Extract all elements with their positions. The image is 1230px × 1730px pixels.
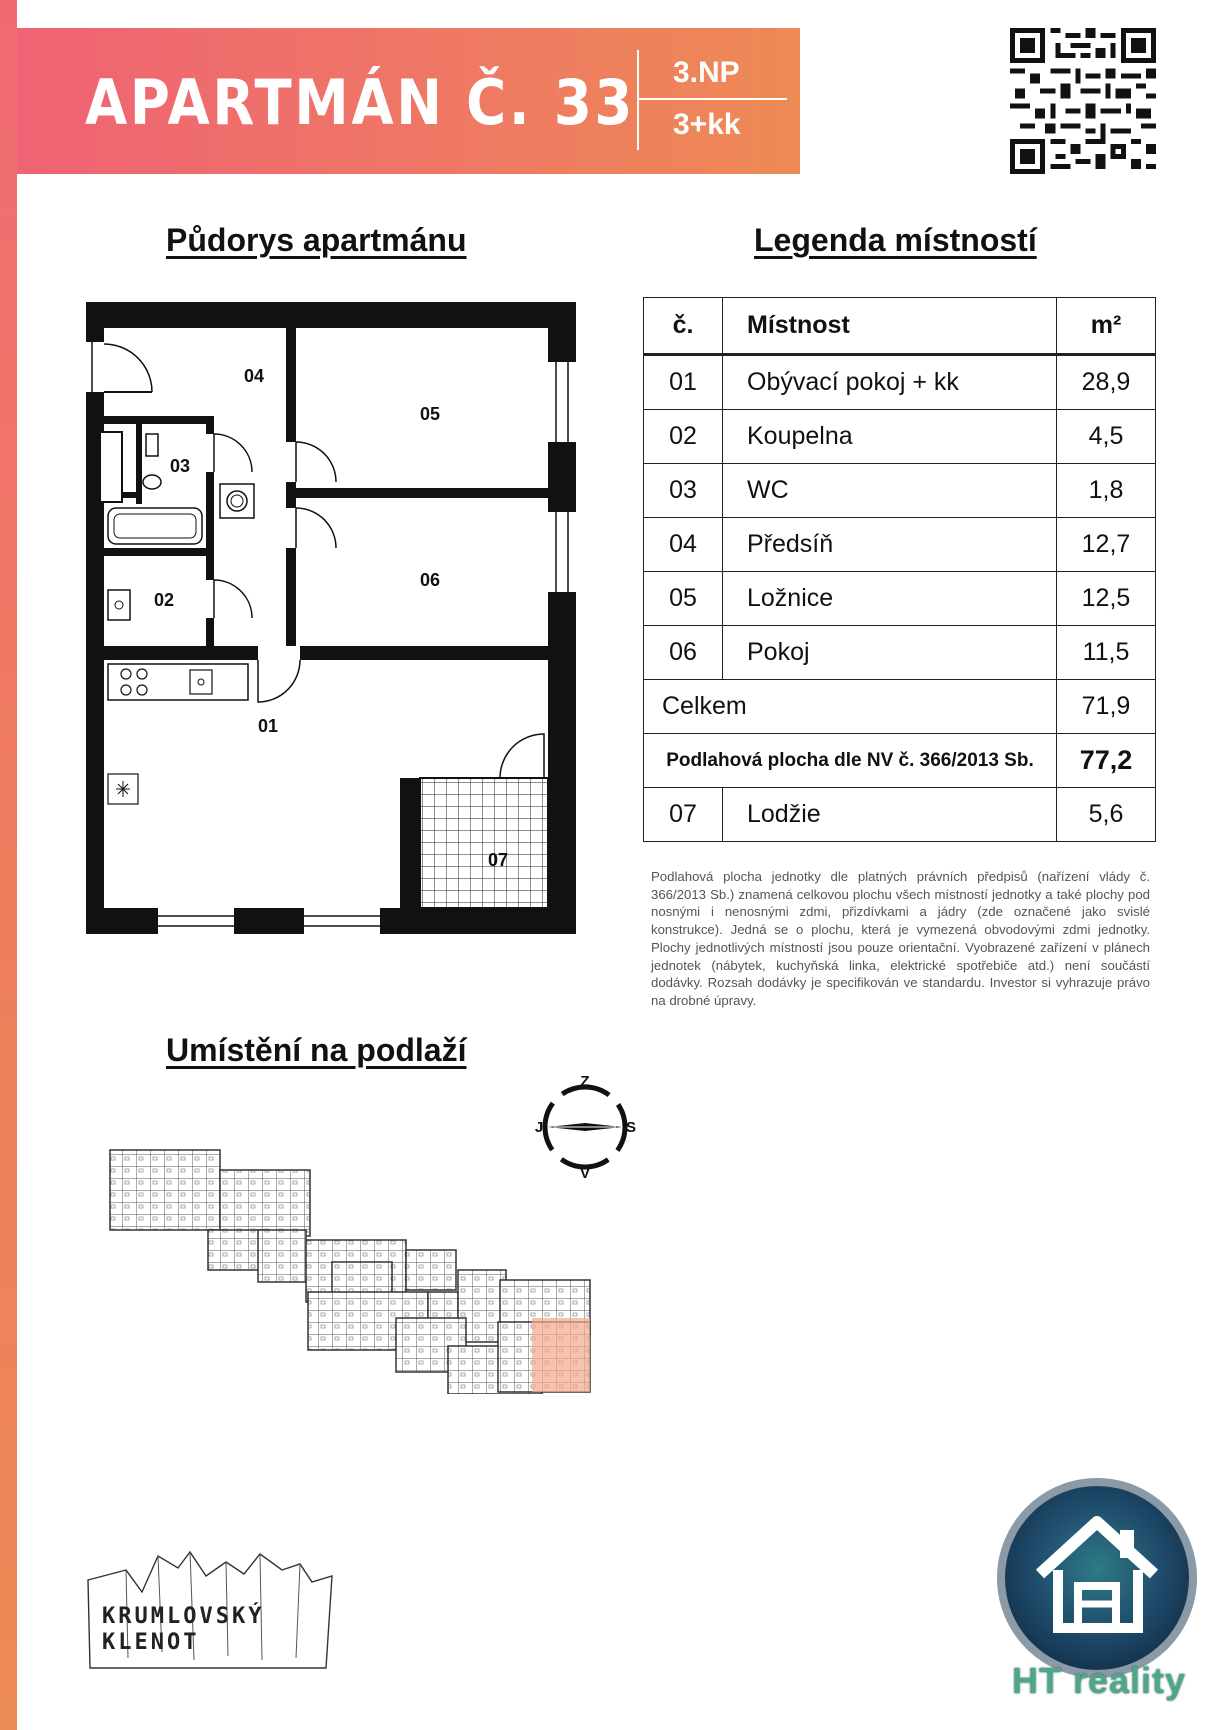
room-legend-table [643,297,1156,842]
room-number: 06 [644,626,723,680]
compass-north: Z [580,1073,590,1090]
table-header-row [644,298,1156,355]
room-name: Předsíň [723,518,1057,572]
room-area: 28,9 [1057,355,1156,410]
floor-area-label: Podlahová plocha dle NV č. 366/2013 Sb. [644,734,1057,788]
total-label: Celkem [644,680,1057,734]
ht-reality-logo [992,1478,1202,1688]
table-row [644,572,1156,626]
room-area: 1,8 [1057,464,1156,518]
floorplan-heading: Půdorys apartmánu [166,222,467,258]
apartment-highlight [532,1318,590,1392]
room-label-05: 05 [420,404,441,424]
room-name: WC [723,464,1057,518]
table-row [644,464,1156,518]
table-row [644,626,1156,680]
compass-east: S [625,1119,637,1136]
brand-name-line1: KRUMLOVSKÝ [102,1604,265,1629]
room-label-07: 07 [488,850,509,870]
room-area: 4,5 [1057,410,1156,464]
legal-note: Podlahová plocha jednotky dle platných právních předpisů (nařízení vlády č. 366/2013 Sb.) znamená celkovou plochu všech místností jednotky a také plochy pod nosnými i nenosnými zdmi, přizdívkami a jádry (zde označené jako svislé konstrukce). Jedná se o plochu, která je vymezená obvodovými zdmi jednotky. Plochy jednotlivých místností jsou pouze orientační. Vyobrazené zařízení v plánech jednotek (nábytek, kuchyňská linka, elektrické spotřebiče atd.) není součástí dodávky. Rozsah dodávky je specifikován ve standardu. Investor si vyhrazuje právo na drobné úpravy. [651,869,1150,1008]
layout-label: 3+kk [673,108,741,141]
compass-south: V [579,1165,591,1182]
room-name: Pokoj [723,626,1057,680]
location-heading: Umístění na podlaží [166,1032,467,1068]
banner-divider-horizontal [637,98,787,100]
room-name: Ložnice [723,572,1057,626]
table-row [644,518,1156,572]
floor-area-value: 77,2 [1057,734,1156,788]
room-number: 04 [644,518,723,572]
brand-name-line2: KLENOT [102,1630,200,1655]
title-banner [17,28,800,174]
room-label-06: 06 [420,570,441,590]
room-area: 5,6 [1057,788,1156,842]
loggia-row [644,788,1156,842]
room-number: 05 [644,572,723,626]
room-area: 11,5 [1057,626,1156,680]
apartment-title: APARTMÁN Č. 33 [85,66,636,139]
room-number: 02 [644,410,723,464]
column-header-number: č. [644,298,723,355]
room-number: 07 [644,788,723,842]
qr-code-icon[interactable] [1010,28,1156,174]
column-header-area: m² [1057,298,1156,355]
room-label-03: 03 [170,456,191,476]
room-label-01: 01 [258,716,279,736]
room-label-04: 04 [244,366,265,386]
table-row [644,410,1156,464]
compass-west: J [534,1119,544,1136]
room-name: Lodžie [723,788,1057,842]
side-accent-strip [0,0,17,1730]
table-row [644,355,1156,410]
floor-label: 3.NP [673,56,740,89]
total-row [644,680,1156,734]
agency-name: HT reality [1012,1660,1187,1701]
room-area: 12,5 [1057,572,1156,626]
room-label-02: 02 [154,590,175,610]
legend-heading: Legenda místností [754,222,1037,258]
building-floor-location-plan [108,1142,594,1394]
room-name: Koupelna [723,410,1057,464]
banner-divider-vertical [637,50,639,150]
floor-area-row [644,734,1156,788]
column-header-room: Místnost [723,298,1057,355]
room-area: 12,7 [1057,518,1156,572]
apartment-floorplan [86,302,578,936]
room-number: 03 [644,464,723,518]
total-area: 71,9 [1057,680,1156,734]
room-name: Obývací pokoj + kk [723,355,1057,410]
room-number: 01 [644,355,723,410]
